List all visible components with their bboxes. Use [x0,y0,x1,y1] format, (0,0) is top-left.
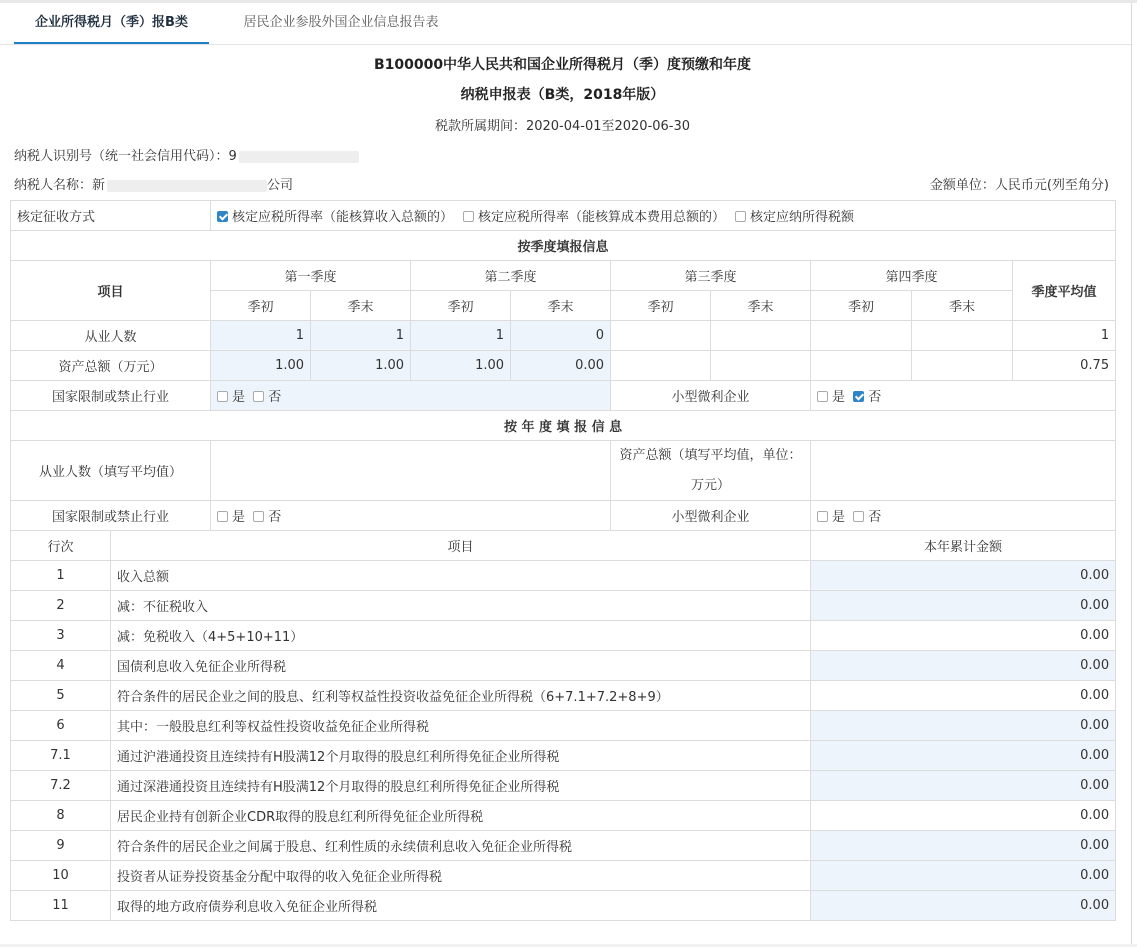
line-amount[interactable]: 0.00 [811,711,1116,741]
quarterly-value-cell [912,351,1013,381]
line-no: 7.2 [11,771,111,801]
quarter-end-header: 季末 [511,291,611,321]
annual-small-options[interactable] [811,501,1116,531]
line-no: 6 [11,711,111,741]
quarterly-section-title: 按季度填报信息 [11,231,1116,261]
right-divider [1131,3,1132,947]
taxpayer-name [14,174,293,193]
line-item: 减：不征税收入 [111,591,811,621]
line-no: 4 [11,651,111,681]
table-row [11,711,1116,741]
quarter-start-header: 季初 [611,291,711,321]
avg-header: 季度平均值 [1013,261,1116,321]
line-item-header: 项目 [111,531,811,561]
line-amount[interactable]: 0.00 [811,741,1116,771]
item-header: 项目 [11,261,211,321]
quarterly-avg-cell: 0.75 [1013,351,1116,381]
method-option-3[interactable] [735,210,854,225]
line-amount: 0.00 [811,801,1116,831]
quarterly-value-cell [912,321,1013,351]
annual-restricted-label: 国家限制或禁止行业 [11,501,211,531]
line-amount: 0.00 [811,681,1116,711]
annual-assets-label [611,441,811,501]
line-item: 通过深港通投资且连续持有H股满12个月取得的股息红利所得免征企业所得税 [111,771,811,801]
checkbox-icon[interactable] [853,391,864,402]
quarterly-value-cell[interactable]: 0.00 [511,351,611,381]
line-no: 11 [11,891,111,921]
taxpayer-id-label: 纳税人识别号（统一社会信用代码）：9 [14,149,237,164]
checkbox-label: 是 [832,390,846,405]
quarter-header-1: 第一季度 [211,261,411,291]
annual-small-yes[interactable] [817,510,845,525]
small-label: 小型微利企业 [611,381,811,411]
taxpayer-name-suffix: 公司 [267,178,294,193]
quarter-end-header: 季末 [912,291,1013,321]
assets-label-1: 资产总额（填写平均值，单位： [619,447,802,463]
restricted-yes[interactable] [217,390,245,405]
annual-restricted-no[interactable] [253,510,281,525]
small-no[interactable] [853,390,881,405]
line-item: 其中：一般股息红利等权益性投资收益免征企业所得税 [111,711,811,741]
quarterly-value-cell [711,321,811,351]
table-row [11,621,1116,651]
table-row [11,741,1116,771]
quarter-start-header: 季初 [811,291,912,321]
line-item: 国债利息收入免征企业所得税 [111,651,811,681]
line-item: 居民企业持有创新企业CDR取得的股息红利所得免征企业所得税 [111,801,811,831]
checkbox-label: 核定应税所得率（能核算成本费用总额的） [478,210,726,225]
checkbox-label: 核定应纳所得税额 [750,210,855,225]
quarterly-row-label: 从业人数 [11,321,211,351]
tax-period: 税款所属期间：2020-04-01至2020-06-30 [434,119,691,134]
table-row [11,231,1116,261]
restricted-no[interactable] [253,390,281,405]
table-row [11,531,1116,561]
table-row [11,651,1116,681]
table-row [11,501,1116,531]
line-item: 符合条件的居民企业之间属于股息、红利性质的永续债利息收入免征企业所得税 [111,831,811,861]
checkbox-icon[interactable] [817,391,828,402]
table-row [11,261,1116,291]
quarter-header-2: 第二季度 [411,261,611,291]
line-item: 收入总额 [111,561,811,591]
line-no: 10 [11,861,111,891]
line-amount[interactable]: 0.00 [811,861,1116,891]
form-title-line2: 纳税申报表（B类，2018年版） [460,87,665,103]
line-item: 取得的地方政府债券利息收入免征企业所得税 [111,891,811,921]
table-row [11,831,1116,861]
table-row [11,681,1116,711]
method-option-2[interactable] [463,210,725,225]
line-no: 8 [11,801,111,831]
method-option-1[interactable] [217,210,453,225]
quarter-end-header: 季末 [711,291,811,321]
quarterly-value-cell[interactable]: 1 [211,321,311,351]
quarter-header-4: 第四季度 [811,261,1013,291]
annual-restricted-yes[interactable] [217,510,245,525]
checkbox-icon[interactable] [463,211,474,222]
table-row [11,561,1116,591]
quarter-start-header: 季初 [411,291,511,321]
quarterly-value-cell [611,321,711,351]
checkbox-icon[interactable] [217,211,228,222]
checkbox-icon[interactable] [735,211,746,222]
line-item: 通过沪港通投资且连续持有H股满12个月取得的股息红利所得免征企业所得税 [111,741,811,771]
quarterly-value-cell[interactable]: 1 [311,321,411,351]
assets-label-2: 万元） [691,477,731,493]
form-title-line1: B100000中华人民共和国企业所得税月（季）度预缴和年度 [373,57,752,73]
line-item: 符合条件的居民企业之间的股息、红利等权益性投资收益免征企业所得税（6+7.1+7.2+8+9） [111,681,811,711]
method-options [211,201,1116,231]
table-row [11,351,1116,381]
line-item: 减：免税收入（4+5+10+11） [111,621,811,651]
table-row [11,201,1116,231]
tab-bar [0,3,1131,45]
table-row [11,801,1116,831]
taxpayer-name-label: 纳税人名称：新 [14,178,106,193]
quarter-end-header: 季末 [311,291,411,321]
checkbox-icon[interactable] [817,511,828,522]
quarterly-value-cell [811,351,912,381]
quarterly-value-cell[interactable]: 1.00 [311,351,411,381]
tab-foreign-report[interactable]: 居民企业参股外国企业信息报告表 [243,15,439,30]
table-row [11,591,1116,621]
checkbox-label: 否 [268,510,282,525]
checkbox-label: 是 [832,510,846,525]
annual-employees-label: 从业人数（填写平均值） [11,441,211,501]
declaration-table [10,200,1116,921]
redacted-block [107,180,267,192]
line-item: 投资者从证券投资基金分配中取得的收入免征企业所得税 [111,861,811,891]
annual-small-no[interactable] [853,510,881,525]
annual-restricted-options[interactable] [211,501,611,531]
annual-employees-input[interactable] [211,441,611,501]
quarterly-avg-cell: 1 [1013,321,1116,351]
quarterly-value-cell[interactable]: 0 [511,321,611,351]
line-no: 1 [11,561,111,591]
redacted-block [239,151,359,163]
line-amount[interactable]: 0.00 [811,891,1116,921]
annual-section-title: 按 年 度 填 报 信 息 [11,411,1116,441]
quarterly-value-cell [811,321,912,351]
checkbox-label: 是 [232,390,246,405]
line-amount-header: 本年累计金额 [811,531,1116,561]
checkbox-icon[interactable] [253,511,264,522]
quarterly-row-label: 资产总额（万元） [11,351,211,381]
restricted-options[interactable] [211,381,611,411]
table-row [11,411,1116,441]
quarterly-value-cell [611,351,711,381]
table-row [11,861,1116,891]
checkbox-label: 是 [232,510,246,525]
line-no: 2 [11,591,111,621]
quarter-header-3: 第三季度 [611,261,811,291]
checkbox-label: 核定应税所得率（能核算收入总额的） [232,210,454,225]
table-row [11,381,1116,411]
checkbox-icon[interactable] [217,391,228,402]
table-row [11,891,1116,921]
table-row [11,771,1116,801]
line-no: 5 [11,681,111,711]
taxpayer-id [14,145,359,164]
line-no: 9 [11,831,111,861]
method-label: 核定征收方式 [11,201,211,231]
quarterly-value-cell[interactable]: 1.00 [411,351,511,381]
line-amount[interactable]: 0.00 [811,831,1116,861]
small-options[interactable] [811,381,1116,411]
checkbox-icon[interactable] [853,511,864,522]
line-no: 7.1 [11,741,111,771]
small-yes[interactable] [817,390,845,405]
line-amount[interactable]: 0.00 [811,591,1116,621]
quarterly-value-cell [711,351,811,381]
line-amount[interactable]: 0.00 [811,771,1116,801]
line-no-header: 行次 [11,531,111,561]
quarter-start-header: 季初 [211,291,311,321]
restricted-label: 国家限制或禁止行业 [11,381,211,411]
tab-income-tax-b[interactable]: 企业所得税月（季）报B类 [14,3,209,44]
amount-unit: 金额单位：人民币元(列至角分) [929,178,1109,193]
quarterly-value-cell[interactable]: 1 [411,321,511,351]
checkbox-label: 否 [868,510,882,525]
checkbox-icon[interactable] [217,511,228,522]
line-amount[interactable]: 0.00 [811,561,1116,591]
checkbox-icon[interactable] [253,391,264,402]
table-row [11,321,1116,351]
checkbox-label: 否 [868,390,882,405]
table-row [11,441,1116,501]
annual-small-label: 小型微利企业 [611,501,811,531]
line-no: 3 [11,621,111,651]
line-amount: 0.00 [811,621,1116,651]
line-amount[interactable]: 0.00 [811,651,1116,681]
annual-assets-input[interactable] [811,441,1116,501]
quarterly-value-cell[interactable]: 1.00 [211,351,311,381]
checkbox-label: 否 [268,390,282,405]
